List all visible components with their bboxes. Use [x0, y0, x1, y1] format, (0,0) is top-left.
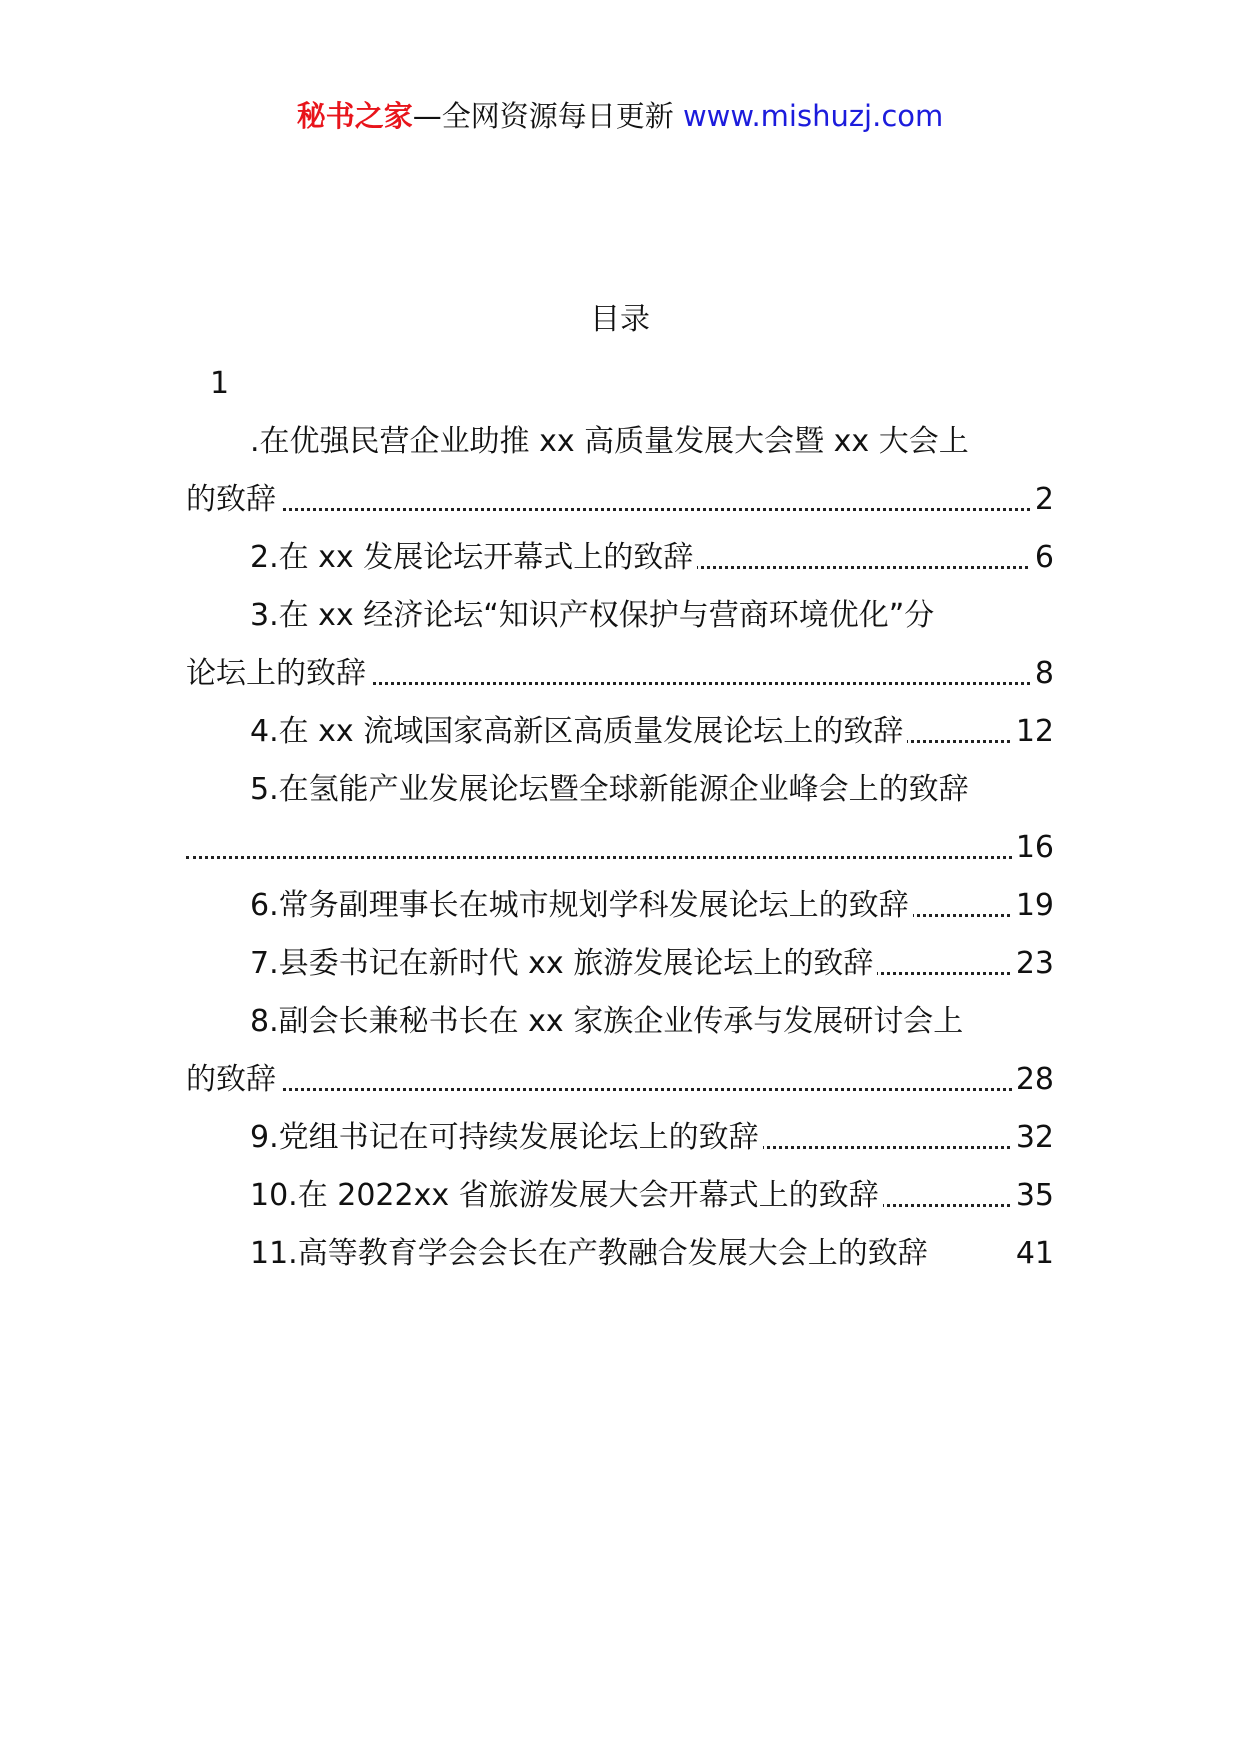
header-tagline: —全网资源每日更新	[412, 99, 674, 133]
toc-entry-7[interactable]: 7.县委书记在新时代 xx 旅游发展论坛上的致辞 23	[250, 942, 1054, 986]
dot-leader	[186, 856, 1054, 859]
toc-entry-2[interactable]: 2.在 xx 发展论坛开幕式上的致辞 6	[250, 536, 1054, 580]
toc-page-number: 16	[1012, 826, 1054, 870]
toc-entry-3-line2[interactable]: 论坛上的致辞 8	[186, 652, 1054, 696]
toc-entry-5-line2[interactable]	[186, 826, 1054, 870]
toc-entry-8-line1[interactable]: 8.副会长兼秘书长在 xx 家族企业传承与发展研讨会上	[250, 1000, 1054, 1044]
toc-lead-number: 1	[210, 366, 230, 401]
toc-page-number: 6	[1031, 536, 1054, 580]
toc-page-number: 23	[1012, 942, 1054, 986]
toc-entry-1-line2[interactable]: 的致辞 2	[186, 478, 1054, 522]
toc-page-number: 8	[1031, 652, 1054, 696]
toc-entry-3-line1[interactable]: 3.在 xx 经济论坛“知识产权保护与营商环境优化”分	[250, 594, 1054, 638]
toc-entry-11[interactable]: 11.高等教育学会会长在产教融合发展大会上的致辞 41	[250, 1232, 1054, 1276]
site-url-link[interactable]: www.mishuzj.com	[682, 99, 944, 133]
toc-page-number: 12	[1012, 710, 1054, 754]
toc-entry-9[interactable]: 9.党组书记在可持续发展论坛上的致辞 32	[250, 1116, 1054, 1160]
page-title: 目录	[590, 302, 650, 337]
toc-page-number: 35	[1012, 1174, 1054, 1218]
toc-entry-8-line2[interactable]: 的致辞 28	[186, 1058, 1054, 1102]
toc-entry-6[interactable]: 6.常务副理事长在城市规划学科发展论坛上的致辞 19	[250, 884, 1054, 928]
brand-name: 秘书之家	[296, 99, 413, 133]
toc-page-number: 19	[1012, 884, 1054, 928]
toc-entry-1-line1[interactable]: .在优强民营企业助推 xx 高质量发展大会暨 xx 大会上	[250, 420, 1054, 464]
toc-page-number: 32	[1012, 1116, 1054, 1160]
toc-page-number: 41	[1012, 1232, 1054, 1276]
site-header	[0, 96, 1240, 136]
toc-entry-5-line1[interactable]: 5.在氢能产业发展论坛暨全球新能源企业峰会上的致辞	[250, 768, 1054, 812]
toc-page-number: 2	[1031, 478, 1054, 522]
dot-leader	[186, 508, 1054, 511]
toc-entry-10[interactable]: 10.在 2022xx 省旅游发展大会开幕式上的致辞 35	[250, 1174, 1054, 1218]
dot-leader	[186, 1088, 1054, 1091]
toc-entry-4[interactable]: 4.在 xx 流域国家高新区高质量发展论坛上的致辞 12	[250, 710, 1054, 754]
toc-page-number: 28	[1012, 1058, 1054, 1102]
